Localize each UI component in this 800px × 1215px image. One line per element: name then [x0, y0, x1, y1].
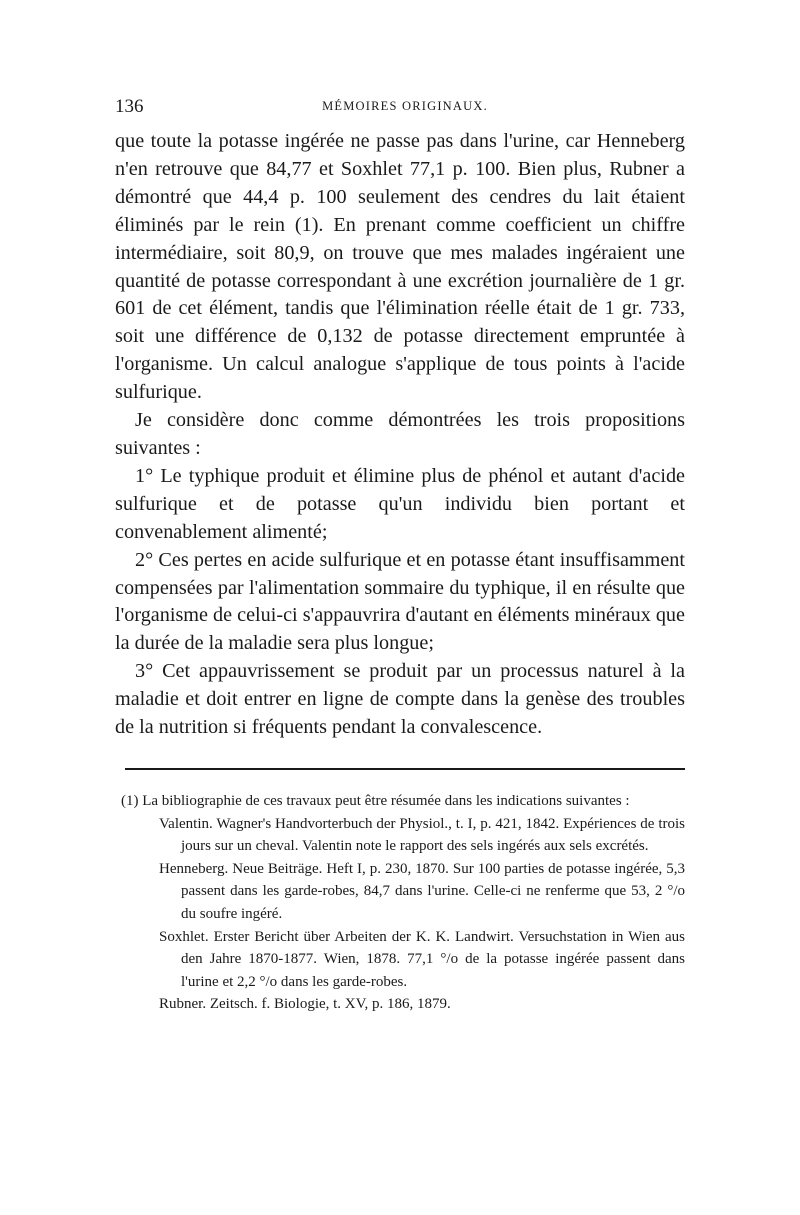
footnote-intro: (1) La bibliographie de ces travaux peut être résumée dans les indications suivantes :	[121, 792, 630, 809]
footnote-reference-rubner: Rubner. Zeitsch. f. Biologie, t. XV, p. 186, 1879.	[159, 996, 451, 1013]
footnote-reference-valentin: Valentin. Wagner's Handvorterbuch der Physiol., t. I, p. 421, 1842. Expériences de trois jours sur un cheval. Valentin note le rapport des sels ingérés aux sels excrétés.	[159, 815, 685, 855]
page	[115, 96, 685, 1016]
page-number: 136	[115, 96, 144, 117]
proposition-1: 1° Le typhique produit et élimine plus de phénol et autant d'acide sulfurique et de potasse qu'un individu bien portant et convenablement alimenté;	[115, 464, 685, 543]
footnotes	[115, 790, 685, 1016]
body-text	[115, 128, 685, 742]
proposition-2: 2° Ces pertes en acide sulfurique et en potasse étant insuffisamment compensées par l'alimentation sommaire du typhique, il en résulte que l'organisme de celui-ci s'appauvrira d'autant en éléments minéraux que la durée de la maladie sera plus longue;	[115, 548, 685, 655]
body-paragraph-2: Je considère donc comme démontrées les trois propositions suivantes :	[115, 409, 685, 459]
footnote-divider	[125, 768, 685, 770]
page-header	[115, 96, 685, 122]
running-head: MÉMOIRES ORIGINAUX.	[322, 99, 488, 113]
body-paragraph-1: que toute la potasse ingérée ne passe pas dans l'urine, car Henneberg n'en retrouve que 84,77 et Soxhlet 77,1 p. 100. Bien plus, Rubner a démontré que 44,4 p. 100 seulement des cendres du lait étaient éliminés par le rein (1). En prenant comme coefficient un chiffre intermédiaire, soit 80,9, on trouve que mes malades ingéraient une quantité de potasse correspondant à une excrétion journalière de 1 gr. 601 de cet élément, tandis que l'élimination réelle était de 1 gr. 733, soit une différence de 0,132 de potasse directement empruntée à l'organisme. Un calcul analogue s'applique de tous points à l'acide sulfurique.	[115, 130, 685, 404]
footnote-reference-soxhlet: Soxhlet. Erster Bericht über Arbeiten der K. K. Landwirt. Versuchstation in Wien aus den Jahre 1870-1877. Wien, 1878. 77,1 °/o de la potasse ingérée passent dans l'urine et 2,2 °/o dans les garde-robes.	[159, 928, 685, 990]
footnote-reference-henneberg: Henneberg. Neue Beiträge. Heft I, p. 230, 1870. Sur 100 parties de potasse ingérée, 5,3 passent dans les garde-robes, 84,7 dans l'urine. Celle-ci ne renferme que 53, 2 °/o du soufre ingéré.	[159, 860, 685, 922]
proposition-3: 3° Cet appauvrissement se produit par un processus naturel à la maladie et doit entrer en ligne de compte dans la genèse des troubles de la nutrition si fréquents pendant la convalescence.	[115, 660, 685, 739]
